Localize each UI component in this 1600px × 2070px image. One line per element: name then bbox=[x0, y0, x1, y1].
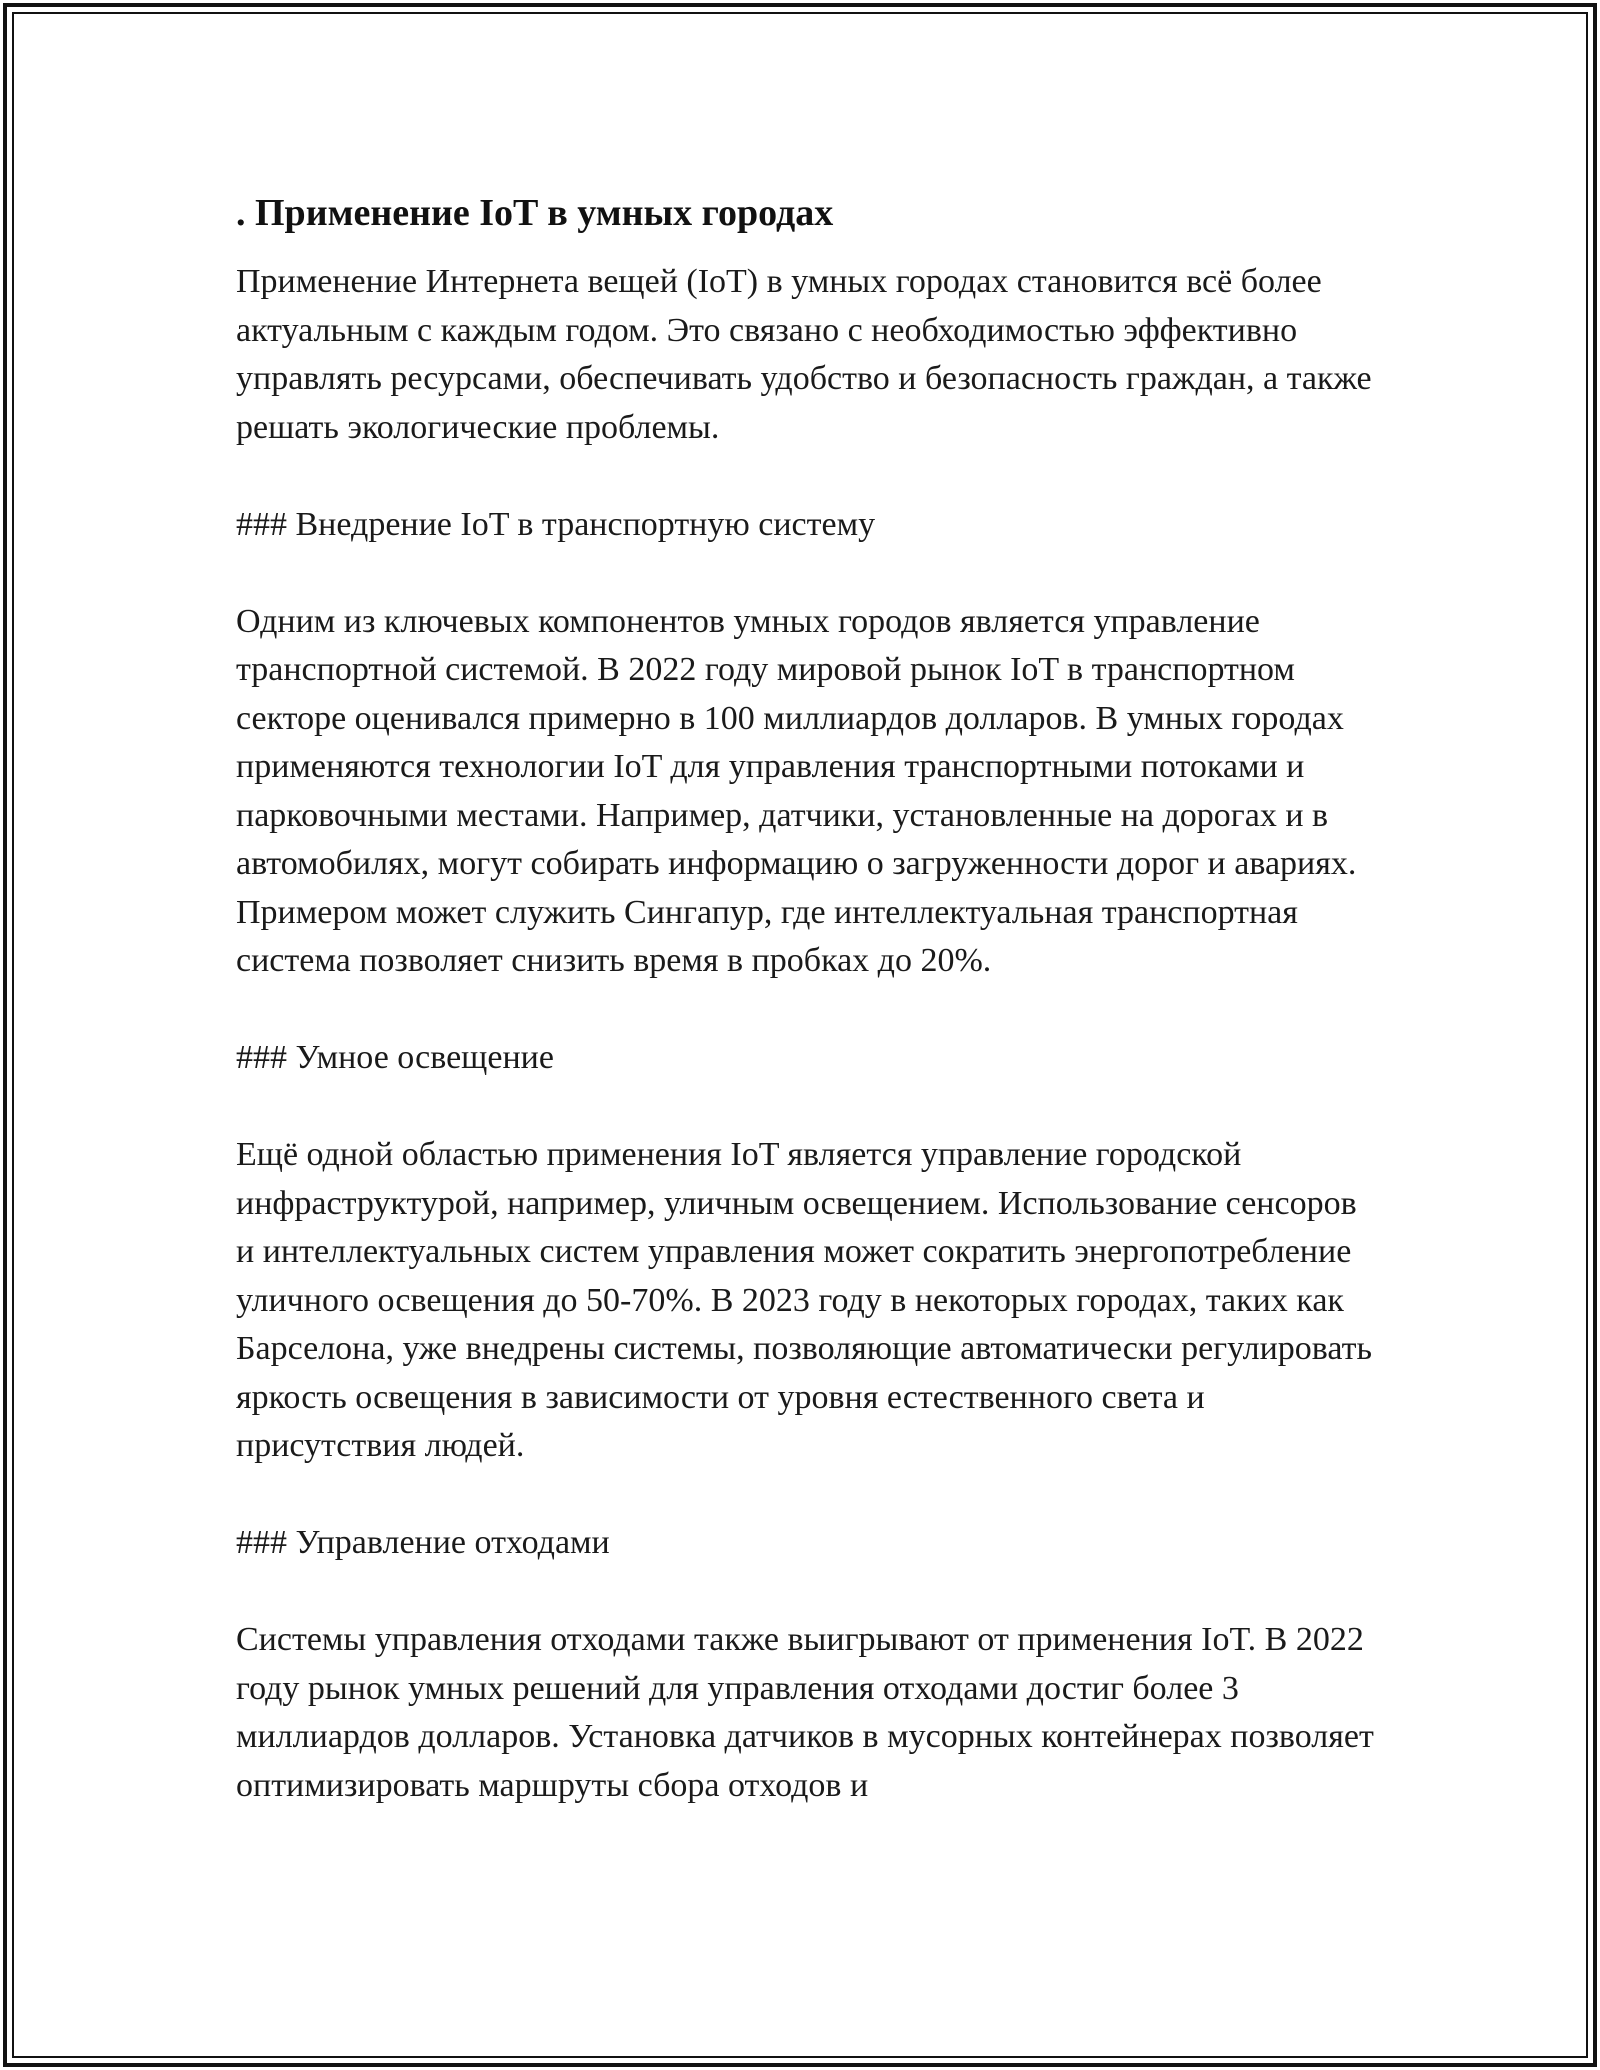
section-heading-lighting: ### Умное освещение bbox=[236, 1039, 554, 1076]
section-heading-waste: ### Управление отходами bbox=[236, 1524, 610, 1561]
spacer bbox=[236, 1083, 1376, 1132]
document-body bbox=[236, 186, 1376, 1810]
intro-paragraph: Применение Интернета вещей (IoT) в умных городах становится всё более актуальным с каждым годом. Это связано с необходимостью эффективно управлять ресурсами, обеспечивать удобство и безопасность граждан, а также решать экологические проблемы. bbox=[236, 263, 1372, 446]
spacer bbox=[236, 1471, 1376, 1520]
spacer bbox=[236, 986, 1376, 1035]
spacer bbox=[236, 452, 1376, 501]
section-text-waste: Системы управления отходами также выигрывают от применения IoT. В 2022 году рынок умных решений для управления отходами достиг более 3 миллиардов долларов. Установка датчиков в мусорных контейнерах позволяет оптимизировать маршруты сбора отходов и bbox=[236, 1621, 1374, 1804]
section-text-transport: Одним из ключевых компонентов умных городов является управление транспортной системой. В 2022 году мировой рынок IoT в транспортном секторе оценивался примерно в 100 миллиардов долларов. В умных городах применяются технологии IoT для управления транспортными потоками и парковочными местами. Например, датчики, установленные на дорогах и в автомобилях, могут собирать информацию о загруженности дорог и авариях. Примером может служить Сингапур, где интеллектуальная транспортная система позволяет снизить время в пробках до 20%. bbox=[236, 602, 1357, 979]
section-heading-transport: ### Внедрение IoT в транспортную систему bbox=[236, 505, 876, 543]
spacer bbox=[236, 1568, 1376, 1617]
document-title: . Применение IoT в умных городах bbox=[236, 192, 834, 234]
spacer bbox=[236, 549, 1376, 598]
section-text-lighting: Ещё одной областью применения IoT является управление городской инфраструктурой, например, уличным освещением. Использование сенсоров и интеллектуальных систем управления может сократить энергопотребление уличного освещения до 50-70%. В 2023 году в некоторых городах, таких как Барселона, уже внедрены системы, позволяющие автоматически регулировать яркость освещения в зависимости от уровня естественного света и присутствия людей. bbox=[236, 1136, 1372, 1464]
